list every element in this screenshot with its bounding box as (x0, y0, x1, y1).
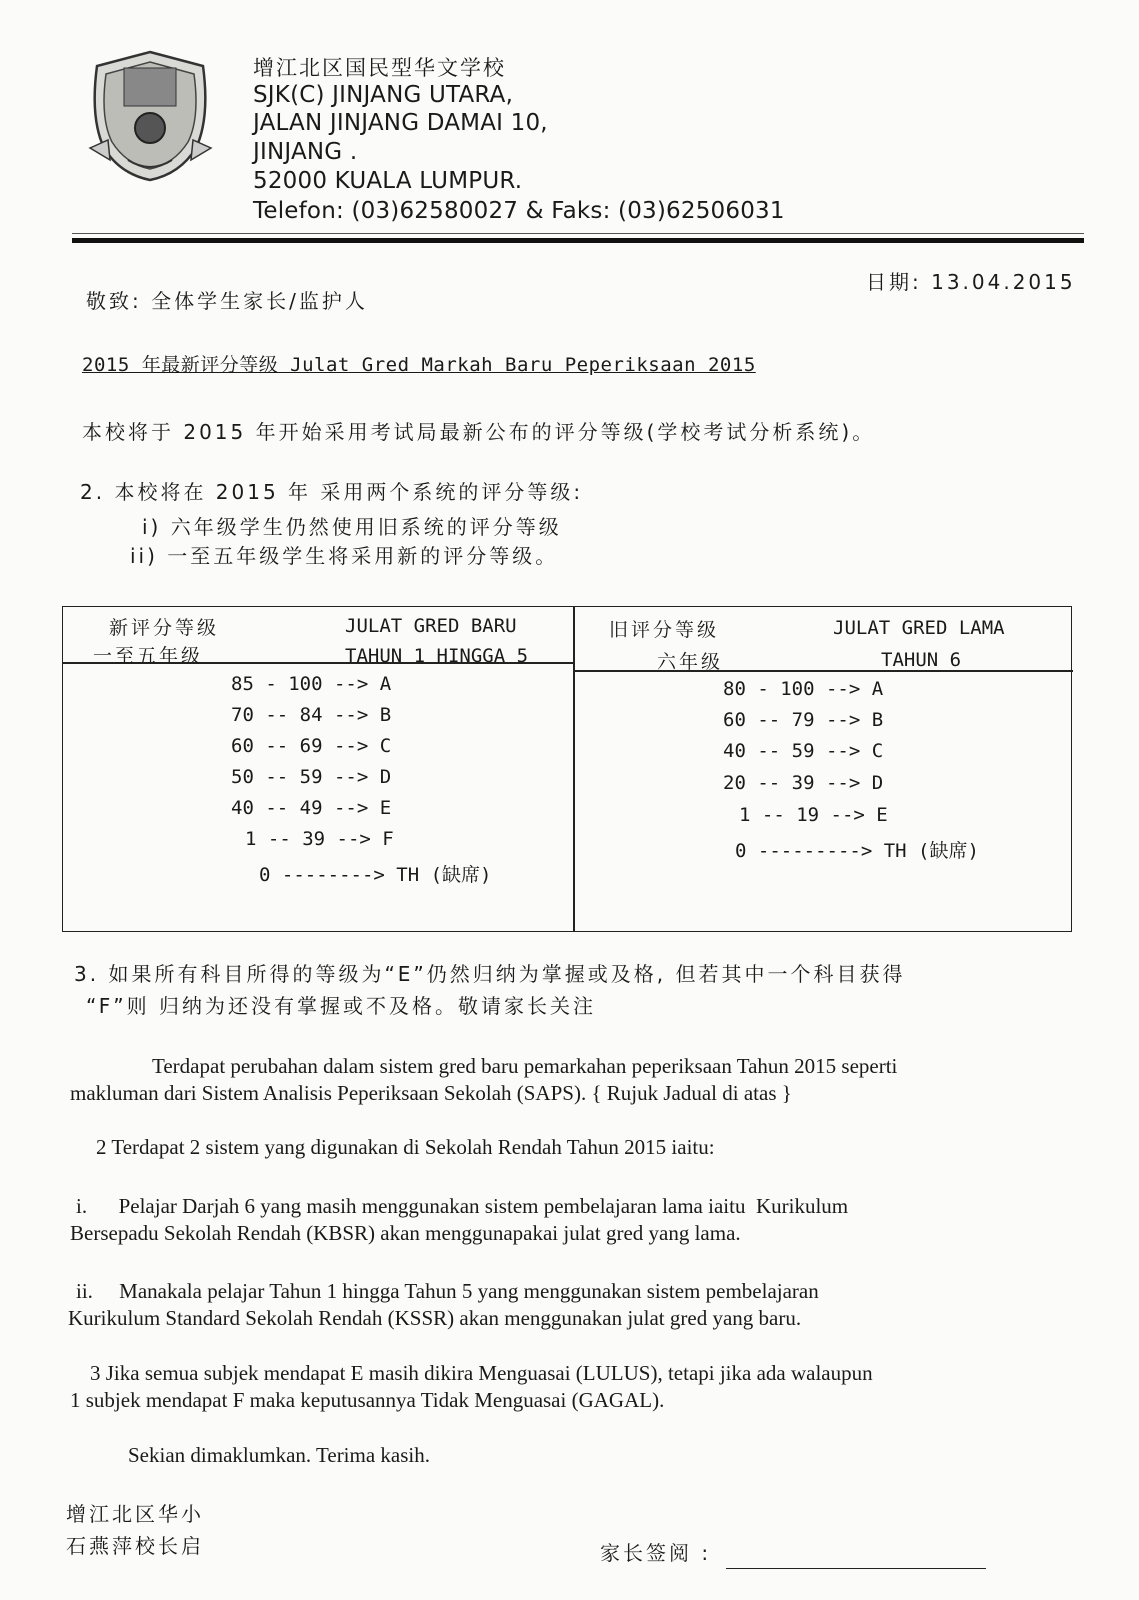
left-row-f: 1 -- 39 --> F (245, 828, 394, 850)
left-row-d: 50 -- 59 --> D (231, 766, 392, 788)
malay-para-1-line-1: Terdapat perubahan dalam sistem gred baru pemarkahan peperiksaan Tahun 2015 seperti (152, 1054, 898, 1078)
left-header-cn-1: 新评分等级 (109, 617, 220, 639)
left-row-c: 60 -- 69 --> C (231, 735, 392, 757)
point-2-cn: 2. 本校将在 2015 年 采用两个系统的评分等级: (80, 480, 584, 504)
left-header-1: JULAT GRED BARU (345, 615, 517, 637)
letterhead-rule (72, 238, 1084, 243)
left-row-a: 85 - 100 --> A (231, 673, 392, 695)
parent-signature-label: 家长签阅 : (600, 1541, 712, 1565)
parent-signature-line (726, 1568, 986, 1569)
address-postcode-city: 52000 KUALA LUMPUR. (253, 168, 523, 194)
right-row-c: 40 -- 59 --> C (723, 740, 884, 762)
point-3-cn-line-1: 3. 如果所有科目所得的等级为“E”仍然归纳为掌握或及格, 但若其中一个科目获得 (74, 962, 906, 986)
malay-para-1-line-2: makluman dari Sistem Analisis Peperiksaan Sekolah (SAPS). { Rujuk Jadual di atas } (70, 1081, 792, 1105)
left-row-th: 0 --------> TH (缺席) (259, 864, 492, 886)
left-header-2: TAHUN 1 HINGGA 5 (345, 645, 529, 667)
malay-closing: Sekian dimaklumkan. Terima kasih. (128, 1443, 430, 1467)
intro-paragraph-cn: 本校将于 2015 年开始采用考试局最新公布的评分等级(学校考试分析系统)。 (82, 420, 876, 444)
right-row-a: 80 - 100 --> A (723, 678, 884, 700)
grade-range-table (62, 606, 1072, 932)
left-row-b: 70 -- 84 --> B (231, 704, 392, 726)
malay-item-i-line-1: i. Pelajar Darjah 6 yang masih menggunakan sistem pembelajaran lama iaitu Kurikulum (76, 1194, 849, 1218)
school-name-chinese: 增江北区国民型华文学校 (253, 56, 506, 80)
address-area: JINJANG . (253, 139, 358, 165)
point-3-cn-line-2: “F”则 归纳为还没有掌握或不及格。敬请家长关注 (86, 994, 596, 1018)
letterhead-rule-thin (72, 233, 1084, 234)
right-header-2: TAHUN 6 (881, 649, 962, 671)
school-crest-logo (88, 48, 213, 183)
signoff-principal: 石燕萍校长启 (66, 1534, 204, 1558)
malay-para-3-line-2: 1 subjek mendapat F maka keputusannya Tidak Menguasai (GAGAL). (70, 1388, 665, 1412)
recipient-line: 敬致: 全体学生家长/监护人 (86, 289, 368, 313)
left-row-e: 40 -- 49 --> E (231, 797, 392, 819)
table-divider (573, 607, 575, 931)
malay-para-3-line-1: 3 Jika semua subjek mendapat E masih dikira Menguasai (LULUS), tetapi jika ada walaupun (90, 1361, 873, 1385)
right-header-cn-2: 六年级 (657, 651, 724, 673)
contact-numbers: Telefon: (03)62580027 & Faks: (03)62506031 (253, 198, 785, 224)
malay-item-ii-line-2: Kurikulum Standard Sekolah Rendah (KSSR) akan menggunakan julat gred yang baru. (68, 1306, 802, 1330)
malay-item-ii-line-1: ii. Manakala pelajar Tahun 1 hingga Tahun 5 yang menggunakan sistem pembelajaran (76, 1279, 819, 1303)
letter-date: 日期: 13.04.2015 (866, 270, 1076, 294)
address-street: JALAN JINJANG DAMAI 10, (253, 110, 548, 136)
right-row-b: 60 -- 79 --> B (723, 709, 884, 731)
signoff-school: 增江北区华小 (66, 1502, 204, 1526)
right-header-cn-1: 旧评分等级 (609, 619, 720, 641)
right-header-1: JULAT GRED LAMA (833, 617, 1005, 639)
left-header-cn-2: 一至五年级 (93, 645, 204, 667)
table-header-rule-right (573, 670, 1073, 672)
right-row-d: 20 -- 39 --> D (723, 772, 884, 794)
malay-item-i-line-2: Bersepadu Sekolah Rendah (KBSR) akan menggunapakai julat gred yang lama. (70, 1221, 741, 1245)
point-2-item-i: i) 六年级学生仍然使用旧系统的评分等级 (142, 515, 562, 539)
malay-para-2: 2 Terdapat 2 sistem yang digunakan di Sekolah Rendah Tahun 2015 iaitu: (96, 1135, 715, 1159)
school-name: SJK(C) JINJANG UTARA, (253, 82, 514, 108)
letter-subject: 2015 年最新评分等级 Julat Gred Markah Baru Peperiksaan 2015 (82, 354, 756, 376)
right-row-e: 1 -- 19 --> E (739, 804, 888, 826)
right-row-th: 0 ---------> TH (缺席) (735, 840, 979, 862)
point-2-item-ii: ii) 一至五年级学生将采用新的评分等级。 (130, 544, 559, 568)
